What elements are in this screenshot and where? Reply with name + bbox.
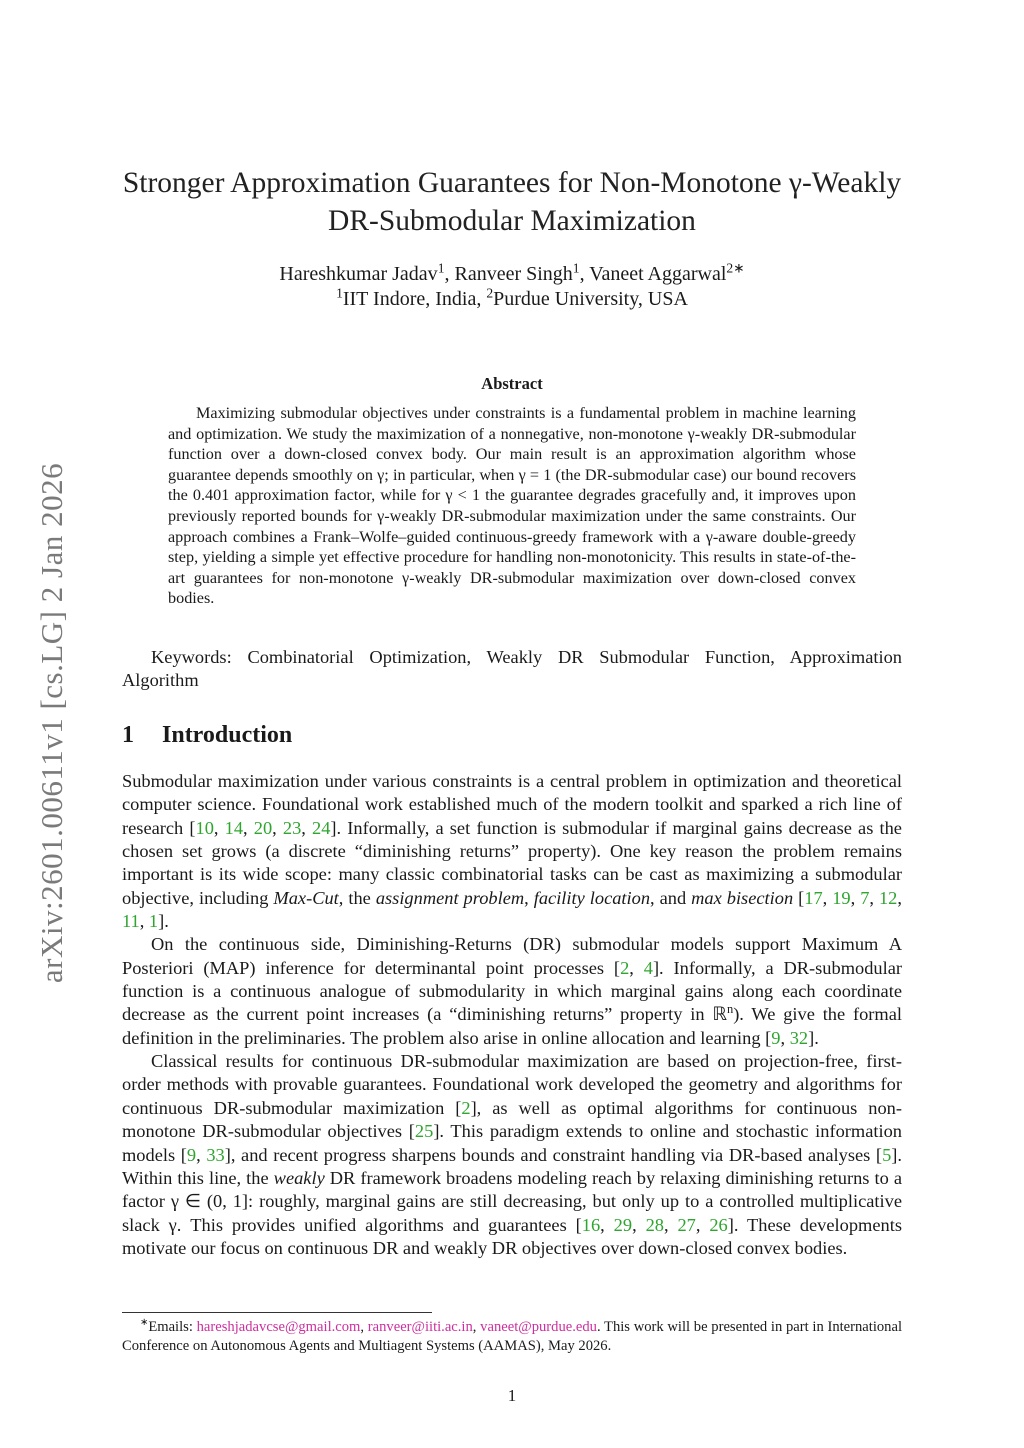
text-run: . This work will be presented in part in International Conference on Autonomous Agents and Multiagent Systems (AAMAS), May 2026. xyxy=(122,1319,903,1354)
affiliation-marker: 1 xyxy=(572,260,580,276)
text-run: DR framework broadens modeling reach by relaxing diminishing returns to a factor γ ∈ (0, 1]: roughly, marginal gains are still decreasing, but only up to a controlled multiplicative slack γ. This provides unified algorithms and guarantees [ xyxy=(122,1167,902,1235)
citation-link[interactable]: 17 xyxy=(804,887,823,908)
citation-link[interactable]: 10 xyxy=(195,817,214,838)
text-run: ). We give the formal definition in the preliminaries. The problem also arise in online allocation and learning [ xyxy=(122,1004,902,1048)
paragraph: Submodular maximization under various constraints is a central problem in optimization and theoretical computer science. Foundational work established much of the modern toolkit and sparked a rich line of research [10, 14, 20, 23, 24]. Informally, a set function is submodular if marginal gains decrease as the chosen set grows (a discrete “diminishing returns” property). One key reason the problem remains important is its wide scope: many classic combinatorial tasks can be cast as maximizing a submodular objective, including Max-Cut, the assignment problem, facility location, and max bisection [17, 19, 7, 12, 11, 1]. xyxy=(122,771,902,932)
footnote: ∗Emails: hareshjadavcse@gmail.com, ranveer@iiti.ac.in, vaneet@purdue.edu. This work will be presented in part in International Conference on Autonomous Agents and Multiagent Systems (AAMAS), May 2026. xyxy=(122,1317,903,1354)
text-run: ]. Within this line, the xyxy=(122,1144,902,1188)
citation-link[interactable]: 32 xyxy=(789,1027,809,1048)
text-run: ], as well as optimal algorithms for continuous non-monotone DR-submodular objectives [ xyxy=(122,1097,902,1142)
text-run: ]. These developments motivate our focus on continuous DR and weakly DR objectives over down-closed convex bodies. xyxy=(122,1214,902,1258)
text-run: , and xyxy=(650,887,692,908)
citation-link[interactable]: 26 xyxy=(709,1214,728,1235)
citation-link[interactable]: 4 xyxy=(643,957,653,978)
citation-link[interactable]: 16 xyxy=(581,1214,601,1235)
paper-title xyxy=(110,164,914,240)
superscript: n xyxy=(726,1002,734,1017)
citation-link[interactable]: 7 xyxy=(860,887,870,908)
text-run: ]. xyxy=(808,1027,819,1048)
text-run: ]. This paradigm extends to online and stochastic information models [ xyxy=(122,1121,902,1165)
emphasis: facility location xyxy=(533,887,651,908)
citation-link[interactable]: 27 xyxy=(677,1214,696,1235)
text-run: , xyxy=(524,887,534,908)
title-line-1: Stronger Approximation Guarantees for Non-Monotone γ-Weakly xyxy=(122,167,902,199)
text-run: , the xyxy=(338,887,376,908)
page-number: 1 xyxy=(507,1386,517,1405)
text-run: On the continuous side, Diminishing-Returns (DR) submodular models support Maximum A Posteriori (MAP) inference for determinantal point processes [ xyxy=(122,934,902,978)
footnote-rule xyxy=(122,1312,432,1313)
affiliation-marker: 2∗ xyxy=(726,260,745,276)
citation-link[interactable]: 24 xyxy=(312,817,331,838)
author-name: Vaneet Aggarwal xyxy=(589,263,727,285)
text-run: Emails: xyxy=(148,1319,197,1335)
email-link[interactable]: hareshjadavcse@gmail.com xyxy=(196,1319,361,1335)
citation-link[interactable]: 33 xyxy=(206,1144,225,1165)
text-run: Submodular maximization under various constraints is a central problem in optimization and theoretical computer science. Foundational work established much of the modern toolkit and sparked a rich line of research [ xyxy=(122,771,902,838)
introduction-body xyxy=(122,770,902,1260)
citation-link[interactable]: 23 xyxy=(282,817,302,838)
citation-link[interactable]: 14 xyxy=(224,817,244,838)
author-list: Hareshkumar Jadav$^1$, Ranveer Singh$^1$, Vaneet Aggarwal$^{2∗}$ xyxy=(279,260,745,285)
abstract-text: Maximizing submodular objectives under constraints is a fundamental problem in machine learning and optimization. We study the maximization of a nonnegative, non-monotone γ-weakly DR-submodular function over a down-closed convex body. Our main result is an approximation algorithm whose guarantee depends smoothly on γ; in particular, when γ = 1 (the DR-submodular case) our bound recovers the 0.401 approximation factor, while for γ < 1 the guarantee degrades gracefully and, it improves upon previously reported bounds for γ-weakly DR-submodular maximization under the same constraints. Our approach combines a Frank–Wolfe–guided continuous-greedy framework with a γ-aware double-greedy step, yielding a simple yet effective procedure for handling non-monotonicity. This results in state-of-the-art guarantees for non-monotone γ-weakly DR-submodular maximization over down-closed convex bodies. xyxy=(168,404,856,608)
section-heading xyxy=(122,722,292,749)
citation-link[interactable]: 20 xyxy=(253,817,273,838)
citation-link[interactable]: 9 xyxy=(771,1027,781,1048)
emphasis: weakly xyxy=(273,1167,325,1188)
citation-link[interactable]: 28 xyxy=(645,1214,664,1235)
citation-link[interactable]: 29 xyxy=(613,1214,633,1235)
author-name: Hareshkumar Jadav xyxy=(279,263,438,285)
affiliation-marker: 1 xyxy=(336,285,343,301)
citation-link[interactable]: 2 xyxy=(620,957,630,978)
text-run: ]. Informally, a DR-submodular function is a continuous analogue of submodularity in which marginal gains along each coordinate decrease as the current point increases (a “diminishing returns” property in ℝ xyxy=(122,957,902,1025)
affiliation-marker: 1 xyxy=(437,260,445,276)
arxiv-side-stamp xyxy=(34,435,70,1010)
section-number: 1 xyxy=(122,722,134,748)
citation-link[interactable]: 25 xyxy=(414,1121,434,1142)
text-run: ]. Informally, a set function is submodular if marginal gains decrease as the chosen set grows (a discrete “diminishing returns” property). One key reason the problem remains important is its wide scope: many classic combinatorial tasks can be cast as maximizing a submodular objective, including xyxy=(122,817,902,908)
abstract-heading: Abstract xyxy=(481,374,543,393)
emphasis: assignment problem xyxy=(375,887,525,908)
text-run: Classical results for continuous DR-submodular maximization are based on projection-free, first-order methods with provable guarantees. Foundational work developed the geometry and algorithms for continuous DR-submodular maximization [ xyxy=(122,1051,902,1118)
citation-link[interactable]: 5 xyxy=(882,1144,892,1165)
paragraph: Classical results for continuous DR-submodular maximization are based on projection-free, first-order methods with provable guarantees. Foundational work developed the geometry and algorithms for continuous DR-submodular maximization [2], as well as optimal algorithms for continuous non-monotone DR-submodular objectives [25]. This paradigm extends to online and stochastic information models [9, 33], and recent progress sharpens bounds and constraint handling via DR-based analyses [5]. Within this line, the weakly DR framework broadens modeling reach by relaxing diminishing returns to a factor γ ∈ (0, 1]: roughly, marginal gains are still decreasing, but only up to a controlled multiplicative slack γ. This provides unified algorithms and guarantees [16, 29, 28, 27, 26]. These developments motivate our focus on continuous DR and weakly DR objectives over down-closed convex bodies. xyxy=(122,1051,902,1258)
citation-link[interactable]: 19 xyxy=(832,887,851,908)
paragraph: On the continuous side, Diminishing-Returns (DR) submodular models support Maximum A Posteriori (MAP) inference for determinantal point processes [2, 4]. Informally, a DR-submodular function is a continuous analogue of submodularity in which marginal gains along each coordinate decrease as the current point increases (a “diminishing returns” property in ℝ$^n$). We give the formal definition in the preliminaries. The problem also arise in online allocation and learning [9, 32]. xyxy=(122,934,902,1048)
author-name: Ranveer Singh xyxy=(454,263,573,285)
arxiv-identifier: arXiv:2601.00611v1 [cs.LG] 2 Jan 2026 xyxy=(34,462,69,983)
title-line-2: DR-Submodular Maximization xyxy=(328,205,696,237)
affiliation-list xyxy=(110,287,914,312)
text-run: [ xyxy=(793,887,805,908)
email-link[interactable]: ranveer@iiti.ac.in xyxy=(367,1319,473,1335)
emphasis: max bisection xyxy=(691,887,794,908)
citation-link[interactable]: 1 xyxy=(148,911,159,932)
keywords: Keywords: Combinatorial Optimization, Weakly DR Submodular Function, Approximation Algorithm xyxy=(122,647,902,691)
author-block xyxy=(110,262,914,312)
citation-link[interactable]: 11 xyxy=(122,911,140,932)
email-link[interactable]: vaneet@purdue.edu xyxy=(480,1319,597,1335)
footnote-marker: ∗ xyxy=(140,1317,149,1329)
citation-link[interactable]: 2 xyxy=(461,1097,471,1118)
affiliation: Purdue University, USA xyxy=(493,288,688,310)
emphasis: Max-Cut xyxy=(273,887,339,908)
citation-link[interactable]: 9 xyxy=(186,1144,197,1165)
affiliation: IIT Indore, India, xyxy=(342,288,482,310)
affiliation-marker: 2 xyxy=(486,285,494,301)
section-title: Introduction xyxy=(162,722,293,748)
text-run: ]. xyxy=(158,911,169,932)
text-run: ], and recent progress sharpens bounds and constraint handling via DR-based analyses [ xyxy=(224,1144,883,1165)
citation-link[interactable]: 12 xyxy=(878,887,898,908)
